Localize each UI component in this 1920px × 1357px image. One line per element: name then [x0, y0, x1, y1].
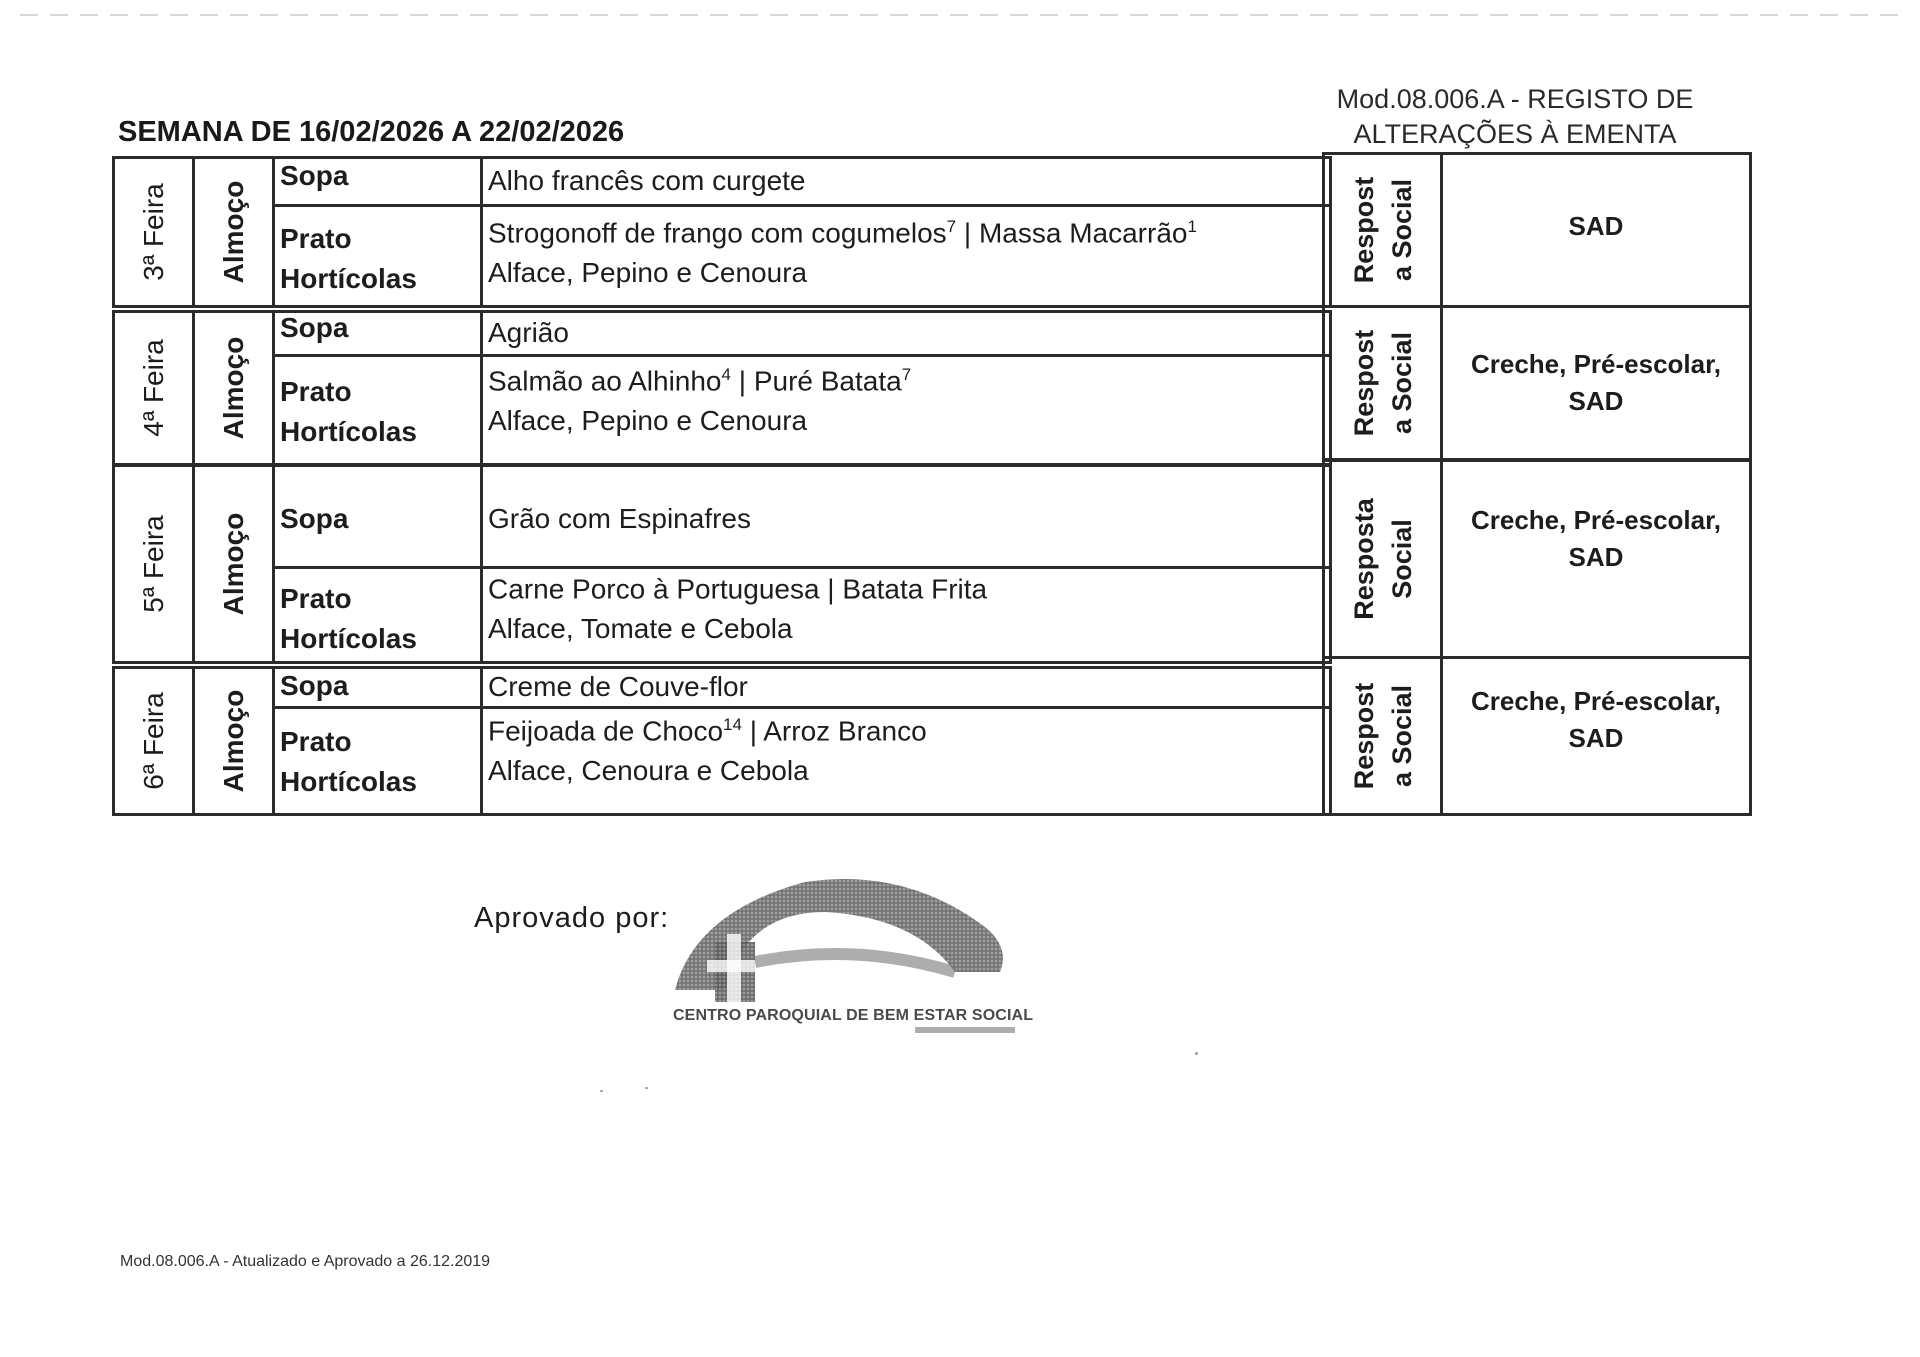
menu-block-thursday	[112, 464, 1332, 664]
form-code: Mod.08.006.A - REGISTO DE ALTERAÇÕES À EMENTA	[1336, 84, 1694, 149]
dish-cell	[483, 313, 1329, 463]
dish-cell	[483, 159, 1329, 305]
scan-artifact-line	[20, 14, 1900, 16]
veg-label: Hortícolas	[280, 766, 417, 797]
meal-cell	[195, 313, 275, 463]
main-dish: Strogonoff de frango com cogumelos$^7$ | Massa Macarrão$^1$	[488, 217, 1197, 249]
scan-speck	[645, 1087, 648, 1089]
veg-label: Hortícolas	[280, 416, 417, 447]
veg-dish: Alface, Pepino e Cenoura	[488, 257, 808, 288]
dish-cell	[483, 467, 1329, 661]
resposta-social-value: Creche, Pré-escolar, SAD	[1470, 505, 1722, 572]
resposta-social-label-cell	[1325, 462, 1443, 656]
menu-block-tuesday	[112, 156, 1332, 308]
resposta-social-friday	[1322, 656, 1752, 816]
day-cell	[115, 669, 195, 813]
soup-dish: Creme de Couve-flor	[488, 671, 748, 702]
menu-block-friday	[112, 666, 1332, 816]
veg-dish: Alface, Cenoura e Cebola	[488, 755, 809, 786]
day-cell	[115, 313, 195, 463]
main-dish: Salmão ao Alhinho$^4$ | Puré Batata$^7$	[488, 365, 912, 397]
approved-by-label: Aprovado por:	[474, 902, 670, 934]
day-label: 4ª Feira	[137, 339, 169, 437]
week-title: SEMANA DE 16/02/2026 A 22/02/2026	[118, 116, 625, 148]
resposta-social-value: Creche, Pré-escolar, SAD	[1470, 686, 1722, 753]
institution-stamp	[655, 872, 1055, 1052]
stamp-text: CENTRO PAROQUIAL DE BEM ESTAR SOCIAL	[673, 1007, 1033, 1024]
soup-dish: Agrião	[488, 317, 569, 348]
footer-form-note: Mod.08.006.A - Atualizado e Aprovado a 26.12.2019	[120, 1253, 491, 1270]
veg-label: Hortícolas	[280, 623, 417, 654]
main-dish: Feijoada de Choco$^{14}$ | Arroz Branco	[488, 715, 927, 747]
day-cell	[115, 159, 195, 305]
resposta-social-label-cell	[1325, 155, 1443, 305]
soup-dish: Alho francês com curgete	[488, 165, 806, 196]
meal-label: Almoço	[217, 689, 249, 793]
resposta-social-label: Respost a Social	[1348, 176, 1417, 284]
veg-dish: Alface, Tomate e Cebola	[488, 613, 793, 644]
resposta-social-value: Creche, Pré-escolar, SAD	[1470, 349, 1722, 416]
meal-cell	[195, 669, 275, 813]
scan-speck	[1195, 1052, 1198, 1055]
day-label: 6ª Feira	[137, 692, 169, 790]
resposta-social-label: Resposta Social	[1348, 498, 1417, 620]
soup-label: Sopa	[280, 312, 349, 343]
scan-speck	[600, 1090, 603, 1092]
main-dish: Carne Porco à Portuguesa | Batata Frita	[488, 573, 988, 605]
meal-cell	[195, 467, 275, 661]
main-label: Prato	[280, 583, 352, 614]
category-cell	[275, 313, 483, 463]
meal-label: Almoço	[217, 180, 249, 284]
day-label: 3ª Feira	[137, 183, 169, 281]
resposta-social-label-cell	[1325, 659, 1443, 813]
resposta-social-label: Respost a Social	[1348, 329, 1417, 437]
category-cell	[275, 467, 483, 661]
resposta-social-label: Respost a Social	[1348, 682, 1417, 790]
soup-label: Sopa	[280, 670, 349, 701]
veg-label: Hortícolas	[280, 263, 417, 294]
veg-dish: Alface, Pepino e Cenoura	[488, 405, 808, 436]
meal-label: Almoço	[217, 512, 249, 616]
soup-label: Sopa	[280, 503, 349, 534]
menu-block-wednesday	[112, 310, 1332, 466]
resposta-social-value: SAD	[1568, 210, 1624, 241]
dish-cell	[483, 669, 1329, 813]
soup-label: Sopa	[280, 160, 349, 191]
meal-cell	[195, 159, 275, 305]
main-label: Prato	[280, 376, 352, 407]
soup-dish: Grão com Espinafres	[488, 503, 751, 534]
main-label: Prato	[280, 223, 352, 254]
resposta-social-wednesday	[1322, 305, 1752, 461]
resposta-social-tuesday	[1322, 152, 1752, 308]
day-cell	[115, 467, 195, 661]
meal-label: Almoço	[217, 336, 249, 440]
day-label: 5ª Feira	[137, 515, 169, 613]
category-cell	[275, 669, 483, 813]
category-cell	[275, 159, 483, 305]
main-label: Prato	[280, 726, 352, 757]
resposta-social-thursday	[1322, 459, 1752, 659]
resposta-social-label-cell	[1325, 308, 1443, 458]
